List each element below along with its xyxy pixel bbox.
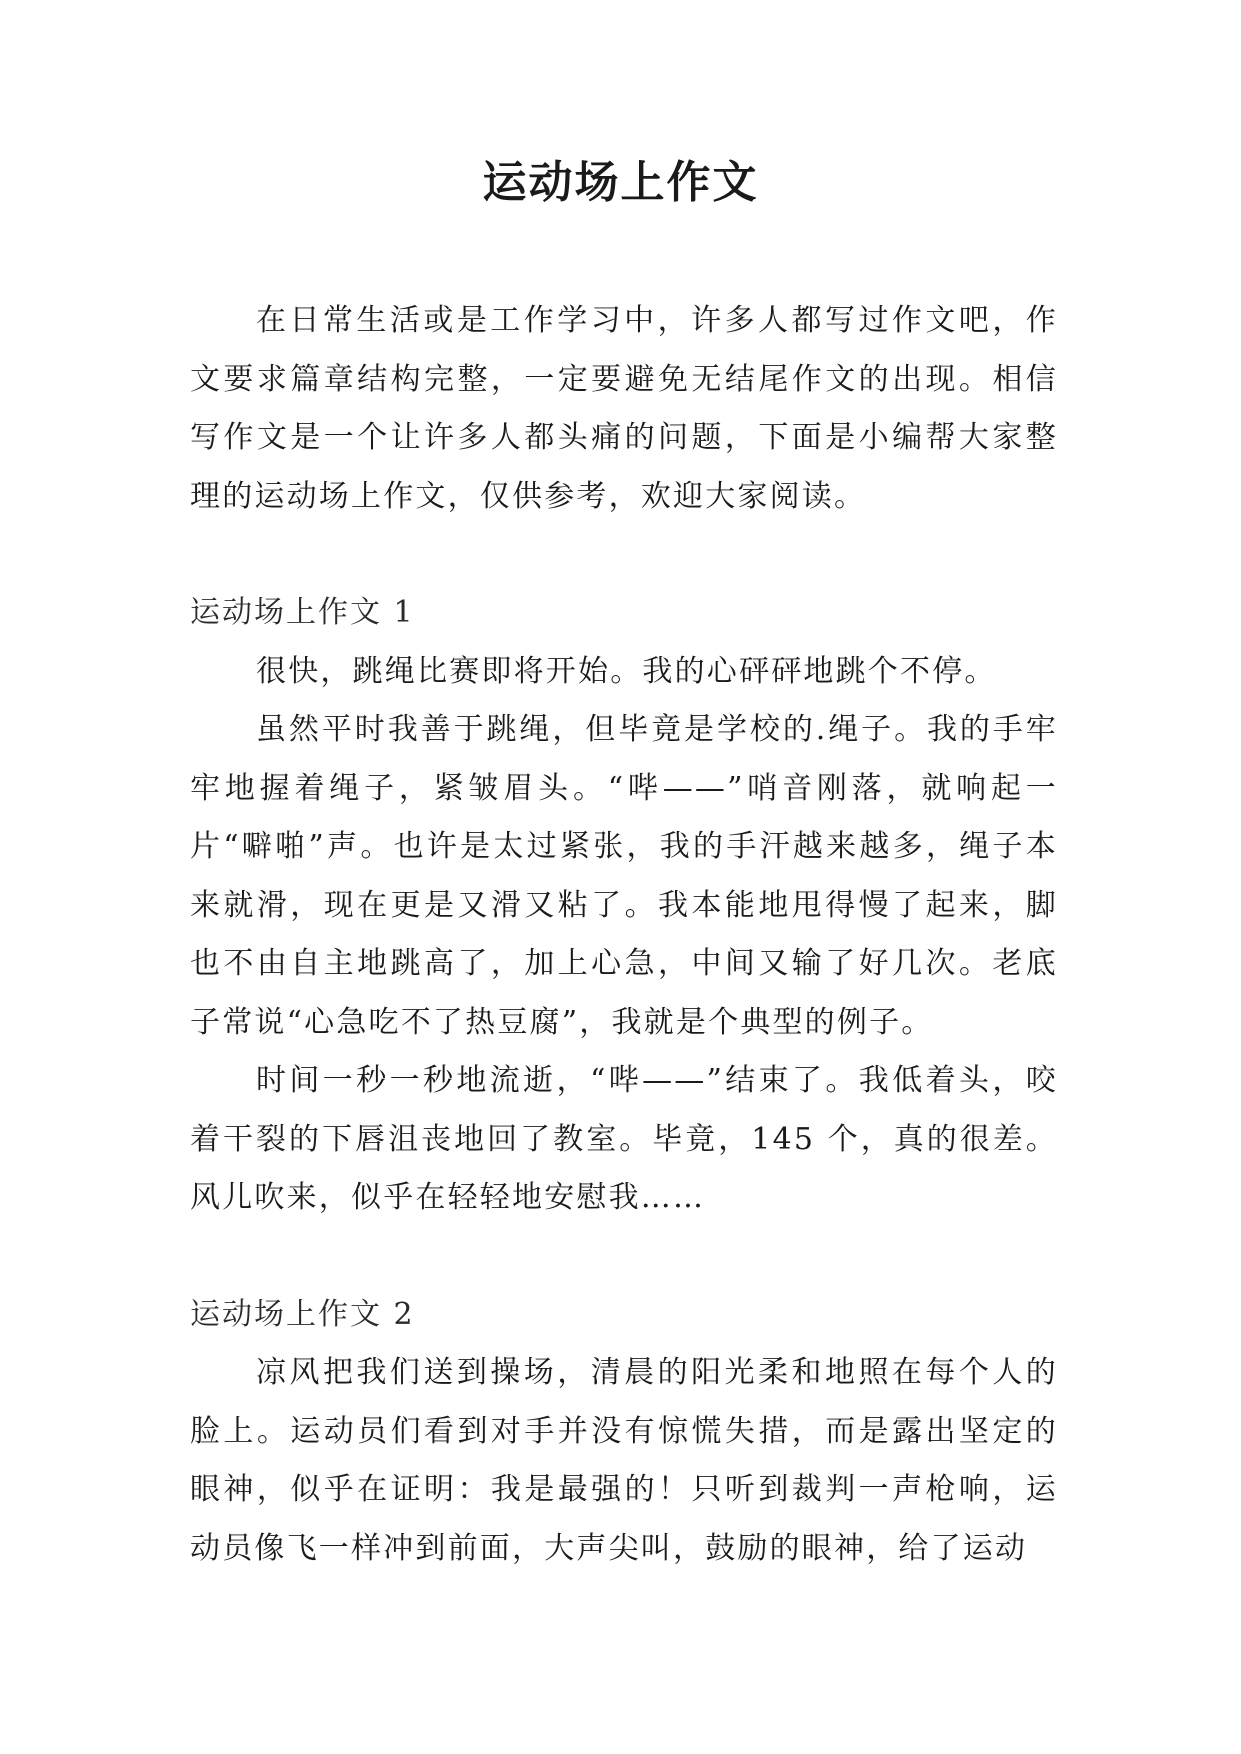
body-paragraph: 虽然平时我善于跳绳，但毕竟是学校的.绳子。我的手牢牢地握着绳子，紧皱眉头。“哔——”哨音刚落，就响起一片“噼啪”声。也许是太过紧张，我的手汗越来越多，绳子本来就滑，现在更是又滑又粘了。我本能地甩得慢了起来，脚也不由自主地跳高了，加上心急，中间又输了好几次。老底子常说“心急吃不了热豆腐”，我就是个典型的例子。: [190, 712, 1058, 1040]
section-spacer: [190, 526, 1058, 584]
document-title: 运动场上作文: [482, 157, 759, 208]
body-paragraph: 凉风把我们送到操场，清晨的阳光柔和地照在每个人的脸上。运动员们看到对手并没有惊慌失措，而是露出坚定的眼神，似乎在证明：我是最强的！只听到裁判一声枪响，运动员像飞一样冲到前面，大声尖叫，鼓励的眼神，给了运动: [190, 1355, 1058, 1566]
body-paragraph: 很快，跳绳比赛即将开始。我的心砰砰地跳个不停。: [256, 653, 997, 689]
section-1: [190, 584, 1058, 1228]
intro-paragraph: 在日常生活或是工作学习中，许多人都写过作文吧，作文要求篇章结构完整，一定要避免无结尾作文的出现。相信写作文是一个让许多人都头痛的问题，下面是小编帮大家整理的运动场上作文，仅供参考，欢迎大家阅读。: [190, 303, 1058, 514]
document-body: [190, 292, 1058, 1578]
section-2: [190, 1286, 1058, 1579]
section-heading: 运动场上作文 2: [190, 1296, 415, 1332]
section-heading: 运动场上作文 1: [190, 595, 415, 630]
section-spacer: [190, 1228, 1058, 1286]
body-paragraph: 时间一秒一秒地流逝，“哔——”结束了。我低着头，咬着干裂的下唇沮丧地回了教室。毕竟，145 个，真的很差。风儿吹来，似乎在轻轻地安慰我……: [190, 1063, 1058, 1215]
